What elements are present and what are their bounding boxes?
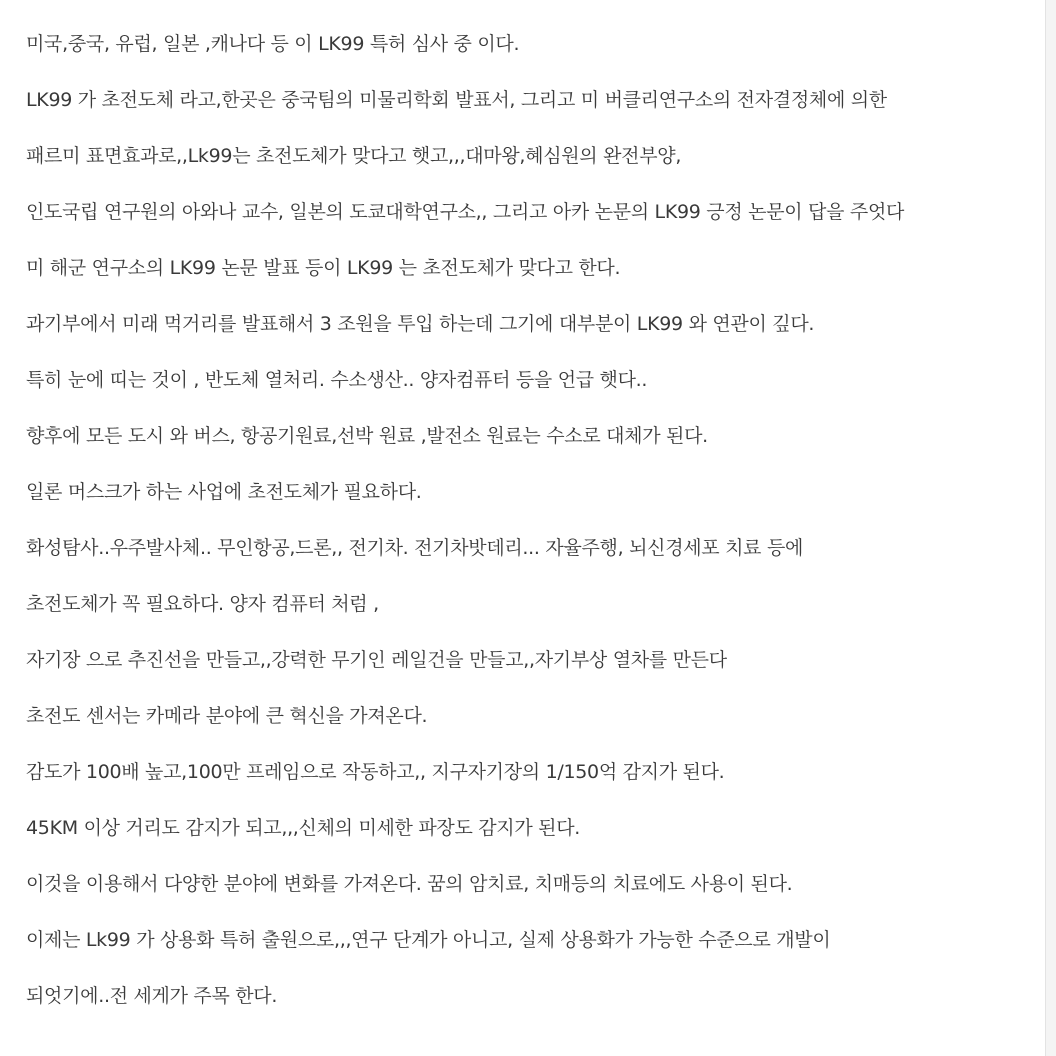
paragraph-10: 화성탐사..우주발사체.. 무인항공,드론,, 전기차. 전기차밧데리... 자율주행, 뇌신경세포 치료 등에 xyxy=(26,537,804,559)
paragraph-1: 미국,중국, 유럽, 일본 ,캐나다 등 이 LK99 특허 심사 중 이다. xyxy=(26,33,520,55)
paragraph-6: 과기부에서 미래 먹거리를 발표해서 3 조원을 투입 하는데 그기에 대부분이 LK99 와 연관이 깊다. xyxy=(26,313,815,335)
paragraph-3: 패르미 표면효과로,,Lk99는 초전도체가 맞다고 햇고,,,대마왕,혜심원의 완전부양, xyxy=(26,145,682,167)
article-body xyxy=(26,32,1016,1040)
paragraph-18: 되엇기에..전 세게가 주목 한다. xyxy=(26,985,278,1007)
paragraph-14: 감도가 100배 높고,100만 프레임으로 작동하고,, 지구자기장의 1/150억 감지가 된다. xyxy=(26,761,725,783)
paragraph-7: 특히 눈에 띠는 것이 , 반도체 열처리. 수소생산.. 양자컴퓨터 등을 언급 햇다.. xyxy=(26,369,648,391)
paragraph-2: LK99 가 초전도체 라고,한곳은 중국팀의 미물리학회 발표서, 그리고 미 버클리연구소의 전자결정체에 의한 xyxy=(26,89,887,111)
vertical-scrollbar[interactable] xyxy=(1045,0,1056,1056)
paragraph-9: 일론 머스크가 하는 사업에 초전도체가 필요하다. xyxy=(26,481,422,503)
paragraph-15: 45KM 이상 거리도 감지가 되고,,,신체의 미세한 파장도 감지가 된다. xyxy=(26,817,581,839)
paragraph-12: 자기장 으로 추진선을 만들고,,강력한 무기인 레일건을 만들고,,자기부상 열차를 만든다 xyxy=(26,649,727,671)
paragraph-13: 초전도 센서는 카메라 분야에 큰 혁신을 가져온다. xyxy=(26,705,428,727)
paragraph-5: 미 해군 연구소의 LK99 논문 발표 등이 LK99 는 초전도체가 맞다고 한다. xyxy=(26,257,621,279)
paragraph-16: 이것을 이용해서 다양한 분야에 변화를 가져온다. 꿈의 암치료, 치매등의 치료에도 사용이 된다. xyxy=(26,873,793,895)
paragraph-17: 이제는 Lk99 가 상용화 특허 출원으로,,,연구 단계가 아니고, 실제 상용화가 가능한 수준으로 개발이 xyxy=(26,929,831,951)
paragraph-8: 향후에 모든 도시 와 버스, 항공기원료,선박 원료 ,발전소 원료는 수소로 대체가 된다. xyxy=(26,425,708,447)
paragraph-11: 초전도체가 꼭 필요하다. 양자 컴퓨터 처럼 , xyxy=(26,593,379,615)
paragraph-4: 인도국립 연구원의 아와나 교수, 일본의 도쿄대학연구소,, 그리고 아카 논문의 LK99 긍정 논문이 답을 주엇다 xyxy=(26,201,905,223)
